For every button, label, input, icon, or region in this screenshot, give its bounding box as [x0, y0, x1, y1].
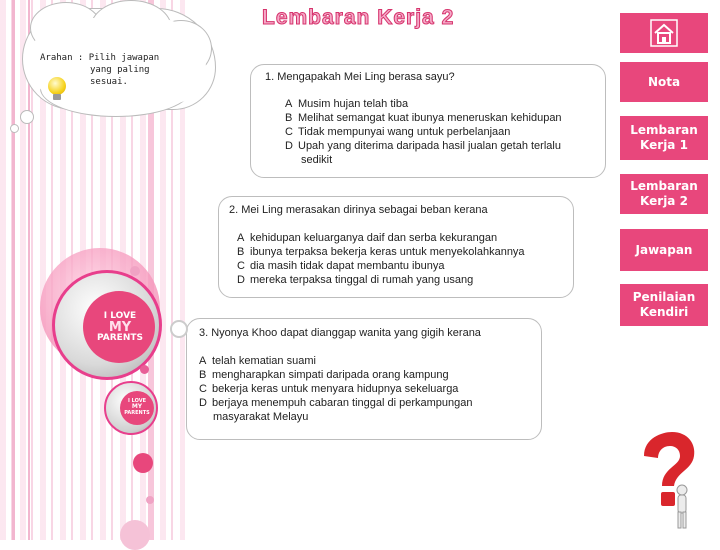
- option-item[interactable]: C bekerja keras untuk menyara hidupnya sekeluarga: [199, 383, 459, 395]
- lightbulb-base: [53, 94, 61, 100]
- question-2-box: [218, 196, 574, 298]
- option-item[interactable]: D mereka terpaksa tinggal di rumah yang usang: [237, 274, 474, 286]
- nav-jawapan[interactable]: Jawapan: [620, 229, 708, 271]
- nav-lembaran-kerja-2[interactable]: Lembaran Kerja 2: [620, 174, 708, 214]
- decorative-dot: [130, 266, 140, 276]
- i-love-my-parents-badge: I LOVE MY PARENTS: [52, 270, 162, 380]
- question-2-text: 2. Mei Ling merasakan dirinya sebagai beban kerana: [229, 204, 488, 216]
- question-3-box: [186, 318, 542, 440]
- question-1-box: [250, 64, 606, 178]
- decorative-dot: [133, 453, 153, 473]
- question-mark-figure-icon: [638, 430, 698, 530]
- nav-nota[interactable]: Nota: [620, 62, 708, 102]
- question-1-text: 1. Mengapakah Mei Ling berasa sayu?: [265, 71, 455, 83]
- option-continuation: masyarakat Melayu: [213, 411, 309, 423]
- decorative-dot: [140, 365, 149, 374]
- question-3-text: 3. Nyonya Khoo dapat dianggap wanita yang gigih kerana: [199, 327, 481, 339]
- question-2-options: [237, 231, 525, 287]
- background-stripe: [12, 0, 15, 540]
- home-button[interactable]: [620, 13, 708, 53]
- lightbulb-icon: [48, 77, 66, 95]
- option-item[interactable]: B mengharapkan simpati daripada orang kampung: [199, 369, 449, 381]
- question-3-options: [199, 354, 473, 424]
- option-item[interactable]: A telah kematian suami: [199, 355, 316, 367]
- option-item[interactable]: C dia masih tidak dapat membantu ibunya: [237, 260, 445, 272]
- option-continuation: sedikit: [301, 154, 333, 166]
- instruction-text: Arahan : Pilih jawapan yang paling sesuai.: [40, 53, 160, 87]
- page-title: Lembaran Kerja 2: [262, 6, 455, 29]
- decorative-dot: [170, 320, 188, 338]
- home-icon: [650, 19, 678, 47]
- small-i-love-my-parents-badge: I LOVE MY PARENTS: [104, 381, 158, 435]
- decorative-dot: [146, 496, 154, 504]
- option-item[interactable]: C Tidak mempunyai wang untuk perbelanjaan: [285, 126, 511, 138]
- option-item[interactable]: B Melihat semangat kuat ibunya meneruskan kehidupan: [285, 112, 562, 124]
- option-item[interactable]: D Upah yang diterima daripada hasil jualan getah terlalu: [285, 140, 561, 152]
- question-1-options: [285, 97, 562, 167]
- option-item[interactable]: A kehidupan keluarganya daif dan serba kekurangan: [237, 232, 498, 244]
- option-item[interactable]: A Musim hujan telah tiba: [285, 98, 409, 110]
- option-item[interactable]: B ibunya terpaksa bekerja keras untuk menyekolahkannya: [237, 246, 525, 258]
- nav-lembaran-kerja-1[interactable]: Lembaran Kerja 1: [620, 116, 708, 160]
- decorative-dot: [120, 520, 150, 550]
- nav-penilaian-kendiri[interactable]: Penilaian Kendiri: [620, 284, 708, 326]
- option-item[interactable]: D berjaya menempuh cabaran tinggal di perkampungan: [199, 397, 473, 409]
